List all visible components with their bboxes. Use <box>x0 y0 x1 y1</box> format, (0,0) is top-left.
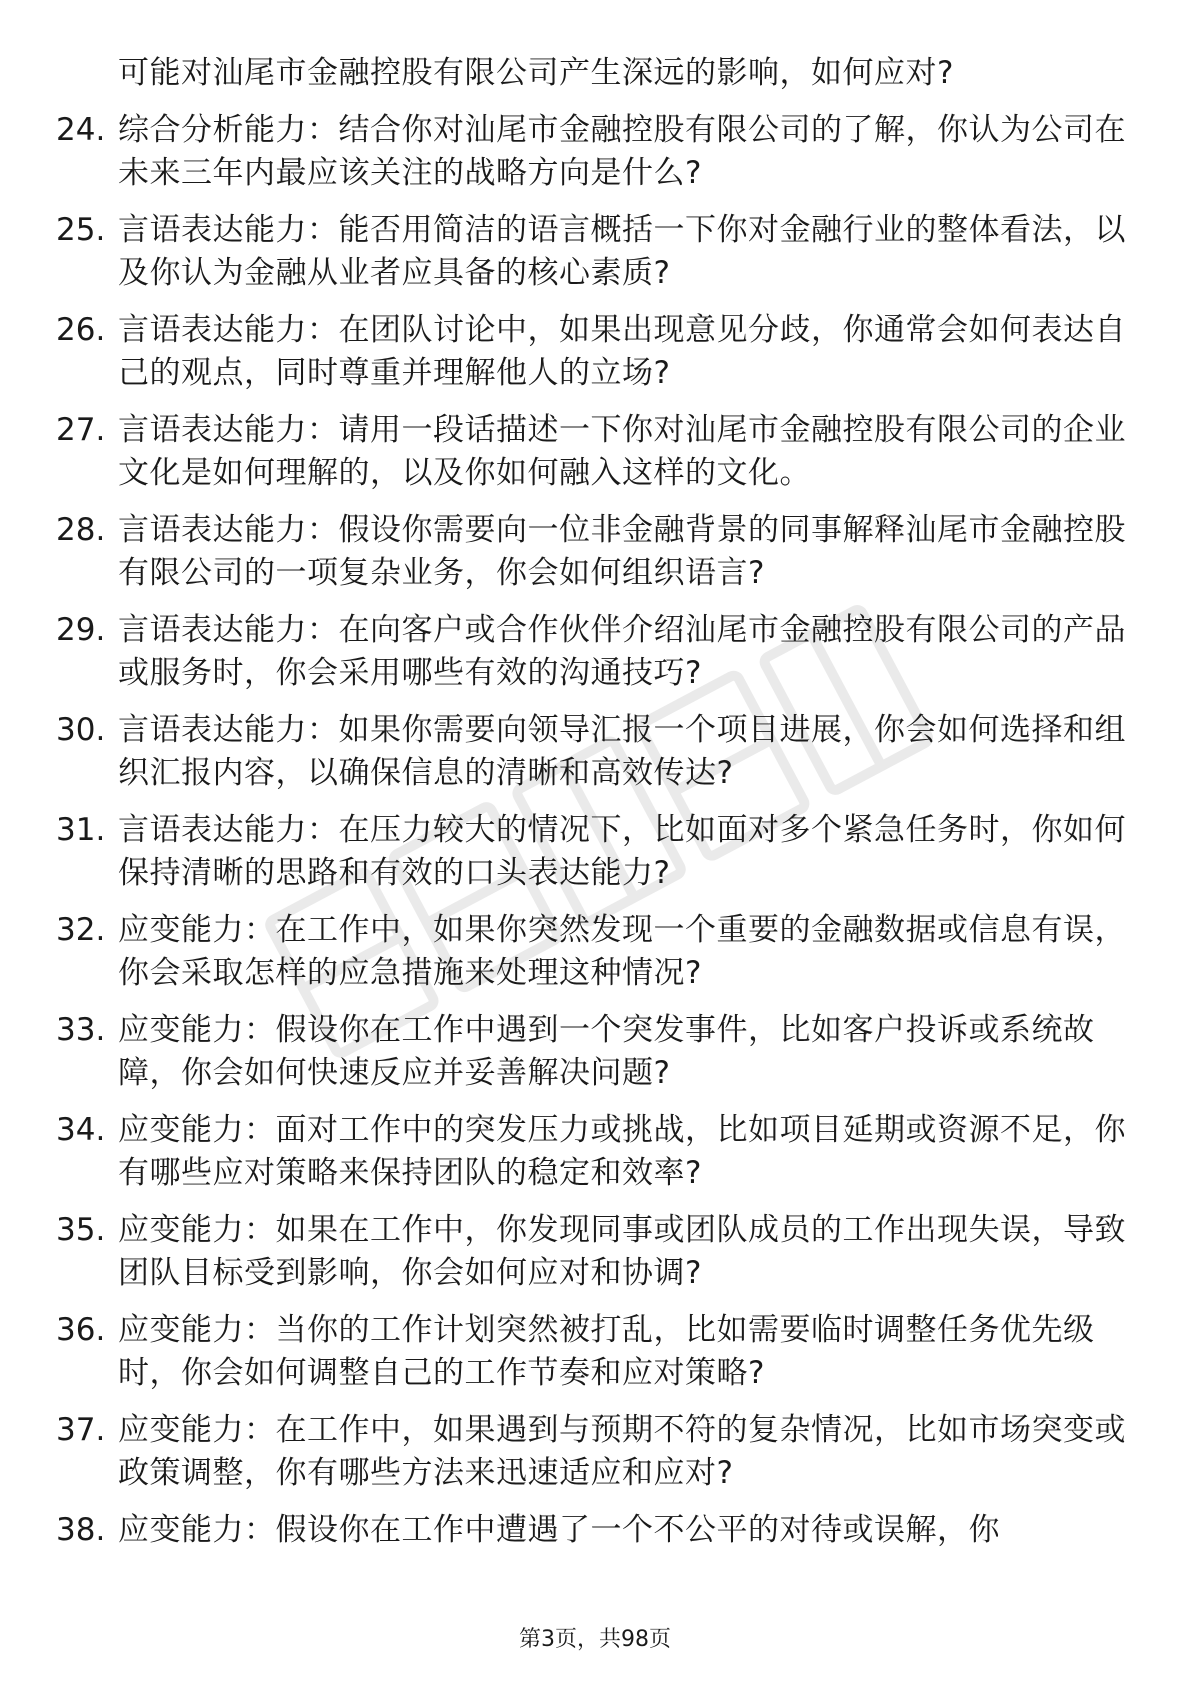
list-item <box>56 1409 1136 1495</box>
list-item <box>56 909 1136 995</box>
question-number: 24. <box>56 112 106 148</box>
list-item <box>56 609 1136 695</box>
question-number: 32. <box>56 912 106 948</box>
list-item <box>56 309 1136 395</box>
list-item <box>56 209 1136 295</box>
list-item <box>56 1509 1136 1552</box>
question-number: 28. <box>56 512 106 548</box>
question-number: 38. <box>56 1512 106 1548</box>
question-number: 27. <box>56 412 106 448</box>
question-number: 30. <box>56 712 106 748</box>
question-text: 应变能力：假设你在工作中遭遇了一个不公平的对待或误解，你 <box>118 1512 1000 1548</box>
list-item <box>56 1209 1136 1295</box>
list-item <box>56 1109 1136 1195</box>
question-list <box>56 52 1136 1566</box>
list-item <box>56 809 1136 895</box>
question-text: 言语表达能力：在团队讨论中，如果出现意见分歧，你通常会如何表达自己的观点，同时尊重并理解他人的立场? <box>118 312 1126 391</box>
question-number: 34. <box>56 1112 106 1148</box>
question-text: 应变能力：假设你在工作中遇到一个突发事件，比如客户投诉或系统故障，你会如何快速反应并妥善解决问题? <box>118 1012 1095 1091</box>
list-item <box>56 1309 1136 1395</box>
question-text: 言语表达能力：在向客户或合作伙伴介绍汕尾市金融控股有限公司的产品或服务时，你会采用哪些有效的沟通技巧? <box>118 612 1126 691</box>
question-number: 37. <box>56 1412 106 1448</box>
question-text: 应变能力：如果在工作中，你发现同事或团队成员的工作出现失误，导致团队目标受到影响，你会如何应对和协调? <box>118 1212 1126 1291</box>
question-text: 应变能力：当你的工作计划突然被打乱，比如需要临时调整任务优先级时，你会如何调整自己的工作节奏和应对策略? <box>118 1312 1095 1391</box>
question-text: 言语表达能力：如果你需要向领导汇报一个项目进展，你会如何选择和组织汇报内容，以确保信息的清晰和高效传达? <box>118 712 1126 791</box>
question-number: 33. <box>56 1012 106 1048</box>
question-text: 言语表达能力：在压力较大的情况下，比如面对多个紧急任务时，你如何保持清晰的思路和有效的口头表达能力? <box>118 812 1126 891</box>
question-text: 言语表达能力：请用一段话描述一下你对汕尾市金融控股有限公司的企业文化是如何理解的，以及你如何融入这样的文化。 <box>118 412 1126 491</box>
question-number: 36. <box>56 1312 106 1348</box>
question-text: 应变能力：面对工作中的突发压力或挑战，比如项目延期或资源不足，你有哪些应对策略来保持团队的稳定和效率? <box>118 1112 1126 1191</box>
question-text: 应变能力：在工作中，如果你突然发现一个重要的金融数据或信息有误，你会采取怎样的应急措施来处理这种情况? <box>118 912 1126 991</box>
question-number: 35. <box>56 1212 106 1248</box>
list-item <box>56 509 1136 595</box>
question-text: 言语表达能力：能否用简洁的语言概括一下你对金融行业的整体看法，以及你认为金融从业者应具备的核心素质? <box>118 212 1126 291</box>
list-item <box>56 109 1136 195</box>
page-footer: 第3页，共98页 <box>519 1627 671 1652</box>
question-number: 31. <box>56 812 106 848</box>
list-item <box>56 709 1136 795</box>
list-item <box>56 409 1136 495</box>
question-text: 应变能力：在工作中，如果遇到与预期不符的复杂情况，比如市场突变或政策调整，你有哪些方法来迅速适应和应对? <box>118 1412 1126 1491</box>
question-number: 25. <box>56 212 106 248</box>
question-text: 言语表达能力：假设你需要向一位非金融背景的同事解释汕尾市金融控股有限公司的一项复杂业务，你会如何组织语言? <box>118 512 1126 591</box>
list-item <box>56 1009 1136 1095</box>
question-number: 26. <box>56 312 106 348</box>
question-number: 29. <box>56 612 106 648</box>
continuation-text: 可能对汕尾市金融控股有限公司产生深远的影响，如何应对? <box>118 55 954 91</box>
question-text: 综合分析能力：结合你对汕尾市金融控股有限公司的了解，你认为公司在未来三年内最应该关注的战略方向是什么? <box>118 112 1126 191</box>
